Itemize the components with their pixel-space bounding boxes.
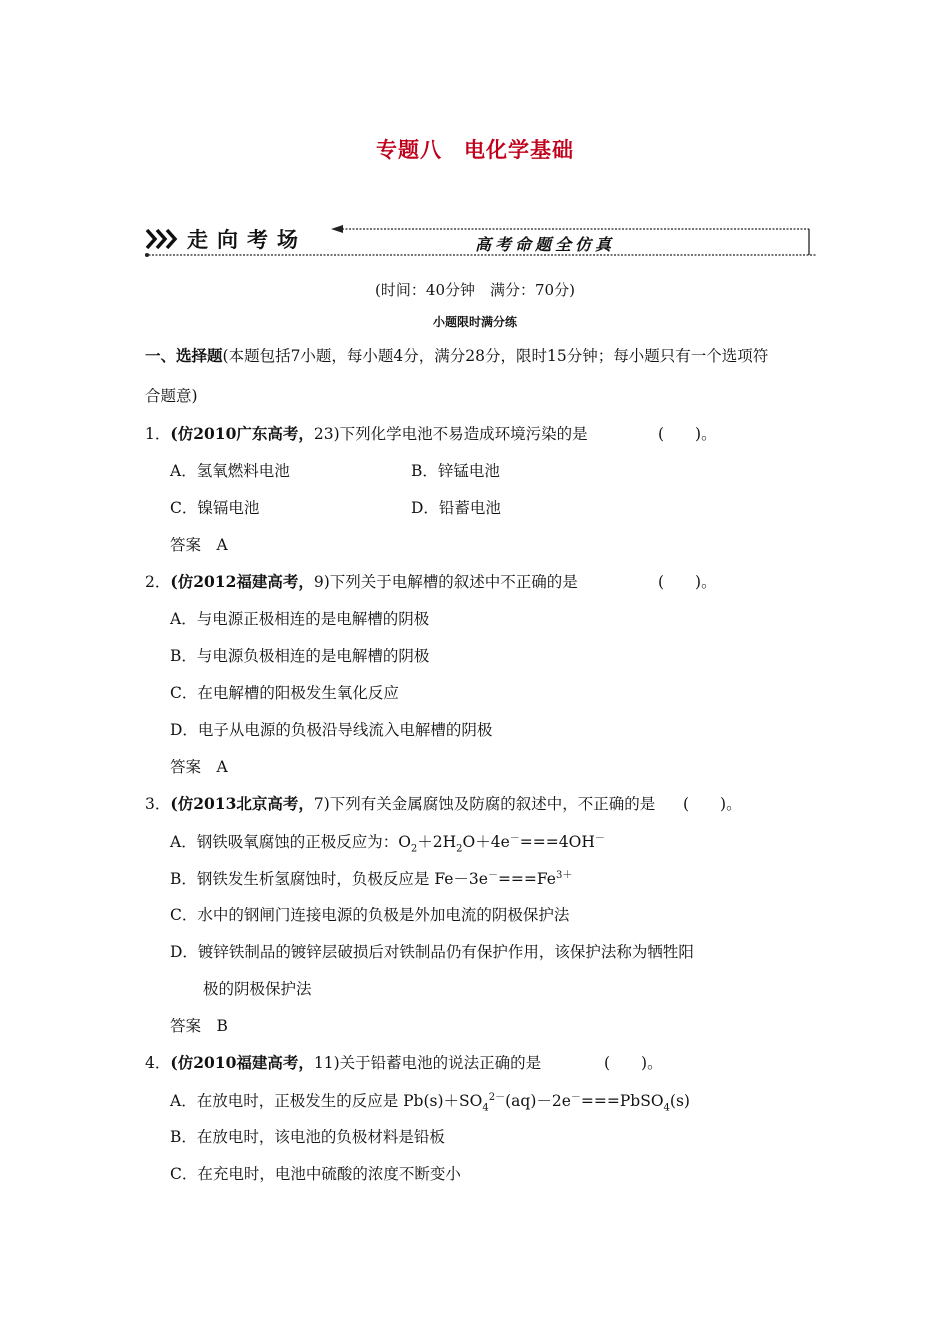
question-number: 1． [145, 425, 171, 443]
question-source: (仿2013北京高考， [170, 794, 314, 813]
option-text: ＋2H [417, 833, 457, 852]
option-c: C．在电解槽的阳极发生氧化反应 [170, 684, 399, 702]
question-2 [145, 570, 578, 592]
option-text: ===PbSO [580, 1092, 664, 1111]
question-text: 7)下列有关金属腐蚀及防腐的叙述中，不正确的是 [313, 795, 656, 813]
option-d: D．镀锌铁制品的镀锌层破损后对铁制品仍有保护作用，该保护法称为牺牲阳 [170, 943, 694, 961]
section-desc-cont: 合题意) [145, 387, 198, 405]
option-text: ===4OH [519, 833, 595, 852]
option-a [170, 1088, 690, 1113]
answer-bracket: ( )。 [658, 425, 717, 443]
question-1 [145, 422, 588, 444]
question-number: 4． [145, 1054, 171, 1072]
question-number: 3． [145, 795, 171, 813]
banner-title: 走向考场 [187, 228, 307, 252]
answer: 答案 B [170, 1017, 228, 1035]
question-text: 11)关于铅蓄电池的说法正确的是 [313, 1054, 542, 1072]
superscript: － [487, 870, 498, 881]
option-a: A．氢氧燃料电池 [170, 462, 290, 480]
answer: 答案 A [170, 758, 228, 776]
question-source: (仿2012福建高考， [170, 572, 314, 591]
option-b: B．在放电时，该电池的负极材料是铅板 [170, 1128, 445, 1146]
question-source: (仿2010广东高考， [170, 424, 314, 443]
superscript: － [509, 833, 520, 844]
option-a: A．与电源正极相连的是电解槽的阴极 [170, 610, 430, 628]
superscript: － [570, 1092, 581, 1103]
section-banner [145, 222, 817, 262]
superscript: 3＋ [555, 870, 573, 881]
question-3 [145, 792, 655, 814]
option-d: D．铅蓄电池 [411, 499, 501, 517]
option-c: C．在充电时，电池中硫酸的浓度不断变小 [170, 1165, 461, 1183]
option-text: A．钢铁吸氧腐蚀的正极反应为：O [170, 833, 411, 852]
question-source: (仿2010福建高考， [170, 1053, 314, 1072]
answer: 答案 A [170, 536, 228, 554]
answer-bracket: ( )。 [658, 573, 717, 591]
option-text: O＋4e [462, 833, 510, 852]
option-b [170, 866, 572, 889]
option-text: A．在放电时，正极发生的反应是 Pb(s)＋SO [170, 1092, 483, 1111]
subscript: 2 [456, 843, 463, 855]
superscript: － [594, 833, 605, 844]
question-text: 9)下列关于电解槽的叙述中不正确的是 [313, 573, 578, 591]
question-4 [145, 1051, 541, 1073]
option-c: C．镍镉电池 [170, 499, 260, 517]
option-d: D．电子从电源的负极沿导线流入电解槽的阴极 [170, 721, 493, 739]
section-heading: 一、选择题 [145, 346, 223, 365]
time-info: (时间：40分钟 满分：70分) [375, 281, 575, 299]
chevrons-icon [145, 226, 185, 252]
section-desc: (本题包括7小题，每小题4分，满分28分，限时15分钟；每小题只有一个选项符 [222, 347, 769, 365]
option-text: ===Fe [497, 870, 556, 889]
question-number: 2． [145, 573, 171, 591]
option-d-cont: 极的阴极保护法 [203, 980, 312, 998]
option-text: (s) [669, 1092, 690, 1111]
subscript: 2 [410, 843, 418, 855]
subscript: 4 [663, 1102, 670, 1114]
exercise-subtitle: 小题限时满分练 [432, 315, 517, 329]
option-c: C．水中的钢闸门连接电源的负极是外加电流的阴极保护法 [170, 906, 570, 924]
answer-bracket: ( )。 [604, 1054, 663, 1072]
option-text: (aq)－2e [505, 1092, 571, 1111]
option-b: B．锌锰电池 [411, 462, 500, 480]
banner-subtitle: 高考命题全仿真 [475, 235, 616, 254]
subscript: 4 [482, 1102, 489, 1114]
question-text: 23)下列化学电池不易造成环境污染的是 [313, 425, 588, 443]
page-title: 专题八 电化学基础 [376, 138, 574, 162]
section-intro [145, 344, 768, 366]
superscript: 2－ [488, 1092, 506, 1103]
answer-bracket: ( )。 [683, 795, 742, 813]
option-a [170, 829, 605, 854]
option-text: B．钢铁发生析氢腐蚀时，负极反应是 Fe－3e [170, 870, 488, 889]
option-b: B．与电源负极相连的是电解槽的阴极 [170, 647, 430, 665]
